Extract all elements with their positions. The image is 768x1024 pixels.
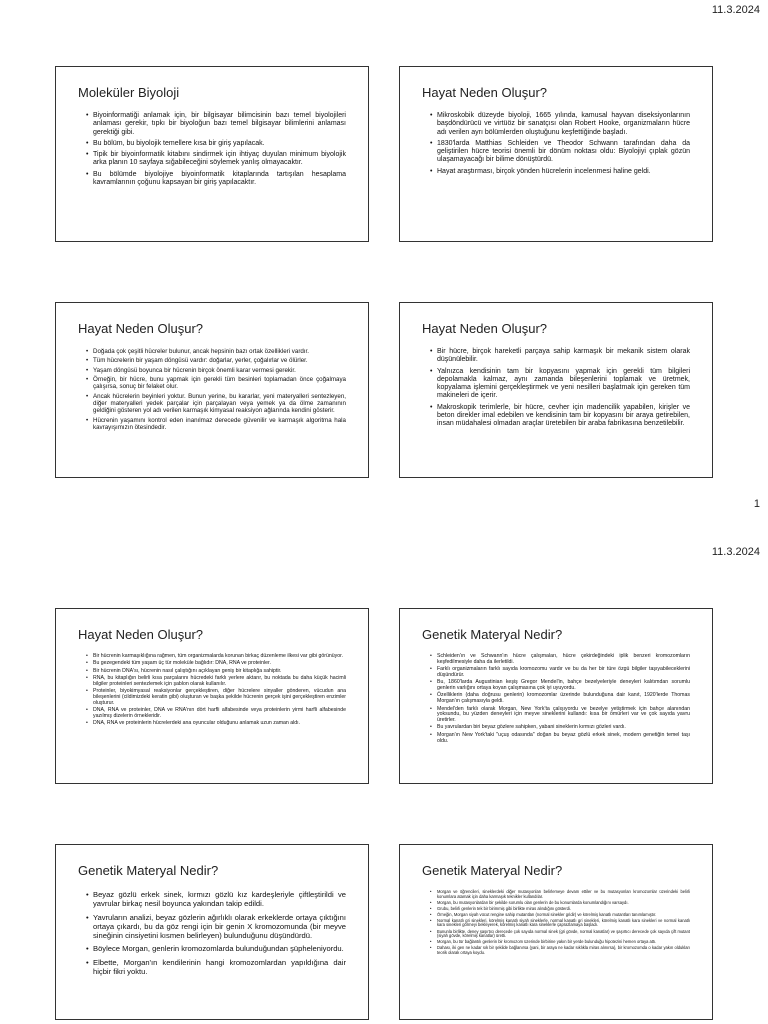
list-item: • Morgan'ın New York'taki "uçuş odasında" doğan bu beyaz gözlü erkek sinek, modern genetiğin temel taşı oldu. <box>430 733 690 745</box>
list-item: • Özelliklerin (daha doğrusu genlerin) kromozomlar üzerinde bulunduğuna dair kanıt, 1920'lerde Thomas Morgan'ın çalışmasıyla geldi. <box>430 693 690 705</box>
list-item: • Tipik bir biyoinformatik kitabını sindirmek için ihtiyaç duyulan minimum biyolojik arka planın 10 sayfaya sığabileceğini söylemek yanlış olmayacaktır. <box>86 151 346 168</box>
list-item: • Grubu, belirli genlerin tek bir birimmiş gibi birlikte miras alındığını gösterdi. <box>430 907 690 912</box>
slide-genetik-materyal-3 <box>399 844 713 1020</box>
list-item: • Yaşam döngüsü boyunca bir hücrenin birçok önemli karar vermesi gerekir. <box>86 367 346 374</box>
list-item: • Yalnızca kendisinin tam bir kopyasını yapmak için gerekli tüm bilgileri depolamakla kalmaz, aynı zamanda bileşenlerini toplamak ve üretmek, kopyalama işlemini gerçekleştirmek ve yeni nesilleri başlatmak için gereken tüm makineleri de içerir. <box>430 368 690 401</box>
list-item: • Morgan, bu mutasyonlardan bir şekilde sorumlu olan genlerin de bu konumlarda konumlandığını varsaydı. <box>430 901 690 906</box>
slide-title: Genetik Materyal Nedir? <box>422 863 563 878</box>
list-item: • Makroskopik terimlerle, bir hücre, cevher için madencilik yapabilen, kirişler ve beton direkler imal edebilen ve kendisinin tam bir kopyasını bir araya getirebilen, insan müdahalesi olmadan araçlar üretebilen bir araba fabrikasına benzetilebilir. <box>430 404 690 429</box>
list-item: • Bu bölümde biyolojiye biyoinformatik kitaplarında tartışılan hesaplama kavramlarının çoğunu kapsayan bir giriş yapılacaktır. <box>86 171 346 188</box>
list-item: • Bu bölüm, bu biyolojik temellere kısa bir giriş yapılacak. <box>86 140 346 148</box>
list-item: • Bir hücre, birçok hareketli parçaya sahip karmaşık bir mekanik sistem olarak düşünülebilir. <box>430 348 690 365</box>
list-item: • Beyaz gözlü erkek sinek, kırmızı gözlü kız kardeşleriyle çiftleştirildi ve yavrular birkaç nesil boyunca yakından takip edildi. <box>86 890 346 909</box>
list-item: • Bu gezegendeki tüm yaşam üç tür moleküle bağlıdır: DNA, RNA ve proteinler. <box>86 661 346 667</box>
list-item: • Ancak hücrelerin beyinleri yoktur. Bunun yerine, bu kararlar, yeni materyalleri sentezleyen, diğer materyalleri yedek parçalar için parçalayan veya yemek ya da ölme zamanının geldiğini gösteren yol adı verilen karmaşık kimyasal reaksiyon ağlarında kendini gösterir. <box>86 393 346 415</box>
list-item: • Hayat araştırması, birçok yönden hücrelerin incelenmesi haline geldi. <box>430 168 690 176</box>
list-item: • Böylece Morgan, genlerin kromozomlarda bulunduğundan şüpheleniyordu. <box>86 944 346 953</box>
slide-hayat-neden-olusur-4 <box>55 608 369 784</box>
list-item: • Morgan, bu tür bağlantılı genlerin bir kromozom üzerinde birbirine yakın bir yerde bulunduğu hipotezini hemen ortaya attı. <box>430 940 690 945</box>
slide-hayat-neden-olusur-1 <box>399 66 713 242</box>
slide-title: Hayat Neden Oluşur? <box>78 627 204 642</box>
bullet-list <box>78 654 346 727</box>
list-item: • Elbette, Morgan'ın kendilerinin hangi kromozomlardan yapıldığına dair hiçbir fikri yoktu. <box>86 958 346 977</box>
list-item: • Normal kanatlı gri sinekleri, körelmiş kanatlı siyah sineklerle, normal kanatlı gri sinekleri, körelmiş kanatlı kara sinekleri ve normal kanatlı kara sinekleri görmeyi bekleyerek, körelmiş kanatlı kara sineklerle çaprazlamaya başladı. <box>430 919 690 928</box>
bullet-list <box>422 890 690 955</box>
slide-title: Hayat Neden Oluşur? <box>422 85 548 100</box>
slide-title: Moleküler Biyoloji <box>78 85 180 100</box>
slide-genetik-materyal-1 <box>399 608 713 784</box>
list-item: • Proteinler, biyokimyasal reaksiyonlar gerçekleştiren, diğer hücrelere sinyaller gönderen, vücudun ana bileşenlerini (cildimizdeki keratin gibi) oluşturan ve başka şekilde hücrenin gerçek işini gerçekleştiren enzimler oluşturur. <box>86 689 346 706</box>
list-item: • Biyoinformatiği anlamak için, bir bilgisayar bilimcisinin bazı temel biyolojileri anlaması gerekir, tıpkı bir biyoloğun bazı temel bilgisayar bilimlerini anlaması gerektiği gibi. <box>86 112 346 137</box>
bullet-list <box>422 654 690 744</box>
list-item: • Farklı organizmaların farklı sayıda kromozomu vardır ve bu da her bir türe özgü bilgiler taşıyabileceklerini düşündürür. <box>430 667 690 679</box>
list-item: • Bir hücrenin DNA'sı, hücrenin nasıl çalıştığını açıklayan geniş bir kitaplığa sahiptir. <box>86 669 346 675</box>
list-item: • Bir hücrenin karmaşıklığına rağmen, tüm organizmalarda korunan birkaç düzenleme ilkesi var gibi görünüyor. <box>86 654 346 660</box>
list-item: • 1830'larda Matthias Schleiden ve Theodor Schwann tarafından daha da geliştirilen hücre teorisi önemli bir dönüm noktası oldu: Biyolojiyi çıplak gözün ulaşamayacağı bir bilime dönüştürdü. <box>430 140 690 165</box>
bullet-list <box>78 112 346 187</box>
list-item: • Örneğin, Morgan siyah vücut rengine sahip mutantları (normal sinekler gridir) ve körelmiş kanatlı mutantları tanımlamıştır. <box>430 913 690 918</box>
slide-genetik-materyal-2 <box>55 844 369 1020</box>
slide-title: Hayat Neden Oluşur? <box>422 321 548 336</box>
list-item: • Hücrenin yaşamını kontrol eden inanılmaz derecede güvenilir ve karmaşık algoritma hala kavrayışımızın ötesindedir. <box>86 417 346 432</box>
page-date: 11.3.2024 <box>711 546 760 558</box>
list-item: • Bu, 1860'larda Augustinian keşiş Gregor Mendel'in, bahçe bezelyeleriyle deneyleri kalıtımdan sorumlu genlerin varlığını ortaya koyan çalışmasına çok iyi uyuyordu. <box>430 680 690 692</box>
list-item: • Mendel'den farklı olarak Morgan, New York'ta çalışıyordu ve bezelye yetiştirmek için bahçe alanından yoksundu, bu yüzden deneyleri için meyve sineklerini kullandı: kısa bir ömürleri var ve çok sayıda yavru üretirler. <box>430 707 690 724</box>
slide-title: Genetik Materyal Nedir? <box>422 627 563 642</box>
list-item: • Schleiden'ın ve Schwann'ın hücre çalışmaları, hücre çekirdeğindeki iplik benzeri kromozomların keşfedilmesiyle daha da ilerletildi. <box>430 654 690 666</box>
list-item: • Mikroskobik düzeyde biyoloji, 1665 yılında, kamusal hayvan diseksiyonlarının başdöndürücü ve virtüöz bir sanatçısı olan Robert Hooke, organizmaların hücre adı verilen ayrı bölümlerden oluştuğunu keşfettiğinde başladı. <box>430 112 690 137</box>
list-item: • Bununla birlikte, deney şaşırtıcı derecede çok sayıda normal sinek (gri gövde, normal kanatlar) ve şaşırtıcı derecede çok sayıda çift mutant (siyah gövde, körelmiş kanatlar) üretti. <box>430 930 690 939</box>
bullet-list <box>422 348 690 428</box>
list-item: • RNA, bu kitaplığın belirli kısa parçalarını hücredeki farklı yerlere aktarır, bu noktada bu daha küçük hacimli bilgiler proteinleri sentezlemek için şablon olarak kullanılır. <box>86 676 346 688</box>
list-item: • Örneğin, bir hücre, bunu yapmak için gerekli tüm besinleri toplamadan önce çoğalmaya çalışırsa, sonuç bir felaket olur. <box>86 376 346 391</box>
list-item: • Dahası, iki gen ne kadar sık bir şekilde bağlanırsa (yani, bir araya ne kadar sıklıkla miras alınırsa), bir kromozomda o kadar yakın oldukları teorik olarak ortaya koydu. <box>430 946 690 955</box>
page-number: 1 <box>753 498 760 510</box>
slide-title: Hayat Neden Oluşur? <box>78 321 204 336</box>
slide-title: Genetik Materyal Nedir? <box>78 863 219 878</box>
list-item: • DNA, RNA ve proteinlerin hücrelerdeki ana oyuncular olduğunu anlamak uzun zaman aldı. <box>86 721 346 727</box>
list-item: • Tüm hücrelerin bir yaşam döngüsü vardır: doğarlar, yerler, çoğalırlar ve ölürler. <box>86 357 346 364</box>
page-date: 11.3.2024 <box>711 4 760 16</box>
list-item: • Doğada çok çeşitli hücreler bulunur, ancak hepsinin bazı ortak özellikleri vardır. <box>86 348 346 355</box>
slide-hayat-neden-olusur-2 <box>55 302 369 478</box>
list-item: • Yavruların analizi, beyaz gözlerin ağırlıklı olarak erkeklerde ortaya çıktığını ortaya çıkardı, bu da göz rengi için bir genin X kromozomunda (bir meyve sineğinin cinsiyetini kısmen belirleyen) bulunduğunu düşündürdü. <box>86 913 346 941</box>
list-item: • Morgan ve öğrencileri, sineklerdeki diğer mutasyonları belirlemeye devam ettiler ve bu mutasyonları kromozomlar üzerindeki belirli konumlara atamak için daha karmaşık teknikler kullandılar. <box>430 890 690 899</box>
list-item: • DNA, RNA ve proteinler, DNA ve RNA'nın dört harfli alfabesinde veya proteinlerin yirmi harfli alfabesinde yazılmış dizelerin örnekleridir. <box>86 708 346 720</box>
slide-moleculer-biyoloji <box>55 66 369 242</box>
slide-hayat-neden-olusur-3 <box>399 302 713 478</box>
bullet-list <box>78 348 346 431</box>
bullet-list <box>422 112 690 176</box>
list-item: • Bu yavrulardan biri beyaz gözlere sahipken, yabani sineklerin kırmızı gözleri vardı. <box>430 725 690 731</box>
bullet-list <box>78 890 346 976</box>
